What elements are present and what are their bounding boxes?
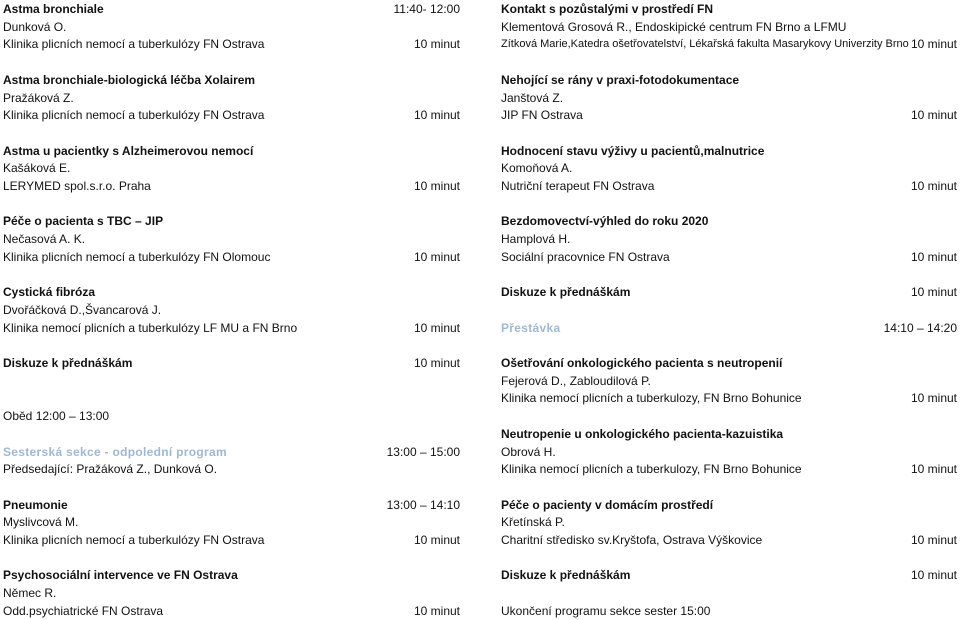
duration-label: 10 minut xyxy=(413,356,460,370)
talk-title-astma-bronchiale xyxy=(3,0,460,18)
program-line-janstova-z xyxy=(501,89,957,107)
duration-label: 10 minut xyxy=(910,568,957,583)
program-line-klinika-nemoci-plicnich-a-tuberkulozy-fn xyxy=(501,389,957,407)
talk-title-text: Péče o pacienta s TBC – JIP xyxy=(3,214,164,229)
duration-label: 10 minut xyxy=(413,533,460,547)
section-heading-prestavka xyxy=(501,319,957,337)
program-line-charitni-stredisko-sv-krystofa-ostrava-v xyxy=(501,531,957,549)
talk-title-text: Astma bronchiale xyxy=(3,2,104,16)
program-line-klinika-nemoci-plicnich-a-tuberkulozy-fn xyxy=(501,460,957,478)
section-heading-text: Přestávka xyxy=(501,320,561,335)
program-line-text: Dvořáčková D.,Švancarová J. xyxy=(3,302,162,317)
program-line-text: Myslivcová M. xyxy=(3,515,79,530)
program-line-text: Ukončení programu sekce sester 15:00 xyxy=(501,603,711,618)
program-line-text: Komoňová A. xyxy=(501,161,573,176)
talk-title-cysticka-fibroza xyxy=(3,283,460,301)
program-line-text: Charitní středisko sv.Kryštofa, Ostrava Výškovice xyxy=(501,533,763,547)
talk-title-text: Astma bronchiale-biologická léčba Xolairem xyxy=(3,72,256,87)
talk-title-neutropenie-u-onkologickeho-pacienta-kaz xyxy=(501,425,957,443)
program-line-odd-psychiatricke-fn-ostrava xyxy=(3,602,460,620)
program-line-prazakova-z xyxy=(3,89,460,107)
duration-label: 10 minut xyxy=(910,179,957,193)
talk-title-kontakt-s-pozustalymi-v-prostredi-fn xyxy=(501,0,957,18)
duration-label: 13:00 – 14:10 xyxy=(386,497,460,512)
program-line-klinika-plicnich-nemoci-a-tuberkulozy-fn xyxy=(3,531,460,549)
program-line-fejerova-d-zabloudilova-p xyxy=(501,372,957,390)
program-line-text: Obrová H. xyxy=(501,444,556,459)
duration-label: 10 minut xyxy=(413,37,460,52)
duration-label: 10 minut xyxy=(413,249,460,264)
talk-title-text: Péče o pacienty v domácím prostředí xyxy=(501,497,714,512)
talk-title-pece-o-pacienta-s-tbc-jip xyxy=(3,212,460,230)
talk-title-text: Cystická fibróza xyxy=(3,285,96,300)
program-line-predsedajici-prazakova-z-dunkova-o xyxy=(3,460,460,478)
program-line-obrova-h xyxy=(501,443,957,461)
program-line-nutricni-terapeut-fn-ostrava xyxy=(501,177,957,195)
duration-label: 10 minut xyxy=(413,603,460,618)
program-line-text: Hamplová H. xyxy=(501,232,571,247)
program-line-ukonceni-programu-sekce-sester-15-00 xyxy=(501,602,957,620)
talk-title-text: Neutropenie u onkologického pacienta-kazuistika xyxy=(501,426,784,441)
duration-label: 10 minut xyxy=(910,108,957,123)
duration-label: 10 minut xyxy=(413,179,460,193)
program-line-text: JIP FN Ostrava xyxy=(501,108,583,123)
program-line-text: Němec R. xyxy=(3,586,57,601)
talk-title-pneumonie xyxy=(3,496,460,514)
talk-title-text: Diskuze k přednáškám xyxy=(501,285,631,300)
talk-title-text: Pneumonie xyxy=(3,497,68,512)
program-line-text: Klinika nemocí plicních a tuberkulozy, FN Brno Bohunice xyxy=(501,462,802,477)
program-line-necasova-a-k xyxy=(3,230,460,248)
talk-title-text: Kontakt s pozůstalými v prostředí FN xyxy=(501,2,714,16)
talk-title-text: Nehojící se rány v praxi-fotodokumentace xyxy=(501,72,740,87)
talk-title-psychosocialni-intervence-ve-fn-ostrava xyxy=(3,566,460,584)
program-line-text: Odd.psychiatrické FN Ostrava xyxy=(3,603,164,618)
duration-label: 10 minut xyxy=(910,462,957,477)
talk-title-bezdomovectvi-vyhled-do-roku-2020 xyxy=(501,212,957,230)
program-line-text: Nutriční terapeut FN Ostrava xyxy=(501,179,655,193)
section-heading-sesterska-sekce-odpoledni-program xyxy=(3,443,460,461)
talk-title-astma-u-pacientky-s-alzheimerovou-nemoci xyxy=(3,142,460,160)
program-line-zitkova-marie-katedra-osetrovatelstvi-le xyxy=(501,35,957,53)
program-line-text: Janštová Z. xyxy=(501,90,564,105)
program-line-klinika-nemoci-plicnich-a-tuberkulozy-lf xyxy=(3,319,460,337)
duration-label: 10 minut xyxy=(910,533,957,547)
program-line-text: LERYMED spol.s.r.o. Praha xyxy=(3,179,151,193)
program-line-socialni-pracovnice-fn-ostrava xyxy=(501,248,957,266)
program-line-myslivcova-m xyxy=(3,513,460,531)
duration-label: 10 minut xyxy=(413,108,460,123)
talk-title-text: Bezdomovectví-výhled do roku 2020 xyxy=(501,214,709,229)
program-line-text: Předsedající: Pražáková Z., Dunková O. xyxy=(3,462,218,477)
program-line-text: Klinika nemocí plicních a tuberkulozy, FN Brno Bohunice xyxy=(501,391,802,406)
talk-title-text: Hodnocení stavu výživy u pacientů,malnutrice xyxy=(501,143,765,158)
program-line-text: Pražáková Z. xyxy=(3,90,74,105)
program-line-text: Sociální pracovnice FN Ostrava xyxy=(501,249,670,264)
program-line-text: Dunková O. xyxy=(3,19,67,34)
talk-title-pece-o-pacienty-v-domacim-prostredi xyxy=(501,496,957,514)
duration-label: 10 minut xyxy=(910,249,957,264)
talk-title-text: Astma u pacientky s Alzheimerovou nemocí xyxy=(3,143,254,158)
duration-label: 14:10 – 14:20 xyxy=(883,320,957,335)
program-line-obed-12-00-13-00 xyxy=(3,407,460,425)
program-line-klinika-plicnich-nemoci-a-tuberkulozy-fn xyxy=(3,248,460,266)
program-line-kretinska-p xyxy=(501,513,957,531)
program-line-text: Křetínská P. xyxy=(501,515,565,530)
program-line-text: Klinika nemocí plicních a tuberkulózy LF MU a FN Brno xyxy=(3,320,298,335)
talk-title-text: Diskuze k přednáškám xyxy=(3,356,133,370)
talk-title-nehojici-se-rany-v-praxi-fotodokumentace xyxy=(501,71,957,89)
duration-label: 10 minut xyxy=(413,320,460,335)
program-line-klementova-grosova-r-endoskipicke-centru xyxy=(501,18,957,36)
duration-label: 10 minut xyxy=(910,37,957,52)
program-line-dunkova-o xyxy=(3,18,460,36)
program-line-lerymed-spol-s-r-o-praha xyxy=(3,177,460,195)
program-line-text: Nečasová A. K. xyxy=(3,232,86,247)
program-line-klinika-plicnich-nemoci-a-tuberkulozy-fn xyxy=(3,106,460,124)
duration-label: 13:00 – 15:00 xyxy=(386,444,460,459)
talk-title-text: Psychosociální intervence ve FN Ostrava xyxy=(3,568,238,583)
program-line-text: Fejerová D., Zabloudilová P. xyxy=(501,373,651,388)
talk-title-diskuze-k-prednaskam xyxy=(501,566,957,584)
program-line-kasakova-e xyxy=(3,159,460,177)
program-line-text: Zítková Marie,Katedra ošetřovatelství, Lékařská fakulta Masarykovy Univerzity Brno xyxy=(501,38,909,51)
program-line-komonova-a xyxy=(501,159,957,177)
program-line-dvorackova-d-svancarova-j xyxy=(3,301,460,319)
talk-title-text: Diskuze k přednáškám xyxy=(501,568,631,583)
program-line-text: Oběd 12:00 – 13:00 xyxy=(3,409,110,424)
program-line-text: Klinika plicních nemocí a tuberkulózy FN Ostrava xyxy=(3,37,265,52)
talk-title-hodnoceni-stavu-vyzivy-u-pacientu-malnut xyxy=(501,142,957,160)
talk-title-osetrovani-onkologickeho-pacienta-s-neut xyxy=(501,354,957,372)
talk-title-diskuze-k-prednaskam xyxy=(3,354,460,372)
duration-label: 10 minut xyxy=(910,391,957,406)
program-line-text: Klementová Grosová R., Endoskipické centrum FN Brno a LFMU xyxy=(501,19,847,34)
program-line-jip-fn-ostrava xyxy=(501,106,957,124)
talk-title-diskuze-k-prednaskam xyxy=(501,283,957,301)
program-line-klinika-plicnich-nemoci-a-tuberkulozy-fn xyxy=(3,35,460,53)
program-line-text: Klinika plicních nemocí a tuberkulózy FN Olomouc xyxy=(3,249,271,264)
program-line-hamplova-h xyxy=(501,230,957,248)
section-heading-text: Sesterská sekce - odpolední program xyxy=(3,444,227,459)
duration-label: 11:40- 12:00 xyxy=(393,2,460,16)
talk-title-astma-bronchiale-biologicka-lecba-xolair xyxy=(3,71,460,89)
program-line-nemec-r xyxy=(3,584,460,602)
duration-label: 10 minut xyxy=(910,285,957,300)
program-line-text: Klinika plicních nemocí a tuberkulózy FN Ostrava xyxy=(3,108,265,123)
program-line-text: Kašáková E. xyxy=(3,161,71,176)
talk-title-text: Ošetřování onkologického pacienta s neutropenií xyxy=(501,356,783,370)
program-line-text: Klinika plicních nemocí a tuberkulózy FN Ostrava xyxy=(3,533,265,547)
